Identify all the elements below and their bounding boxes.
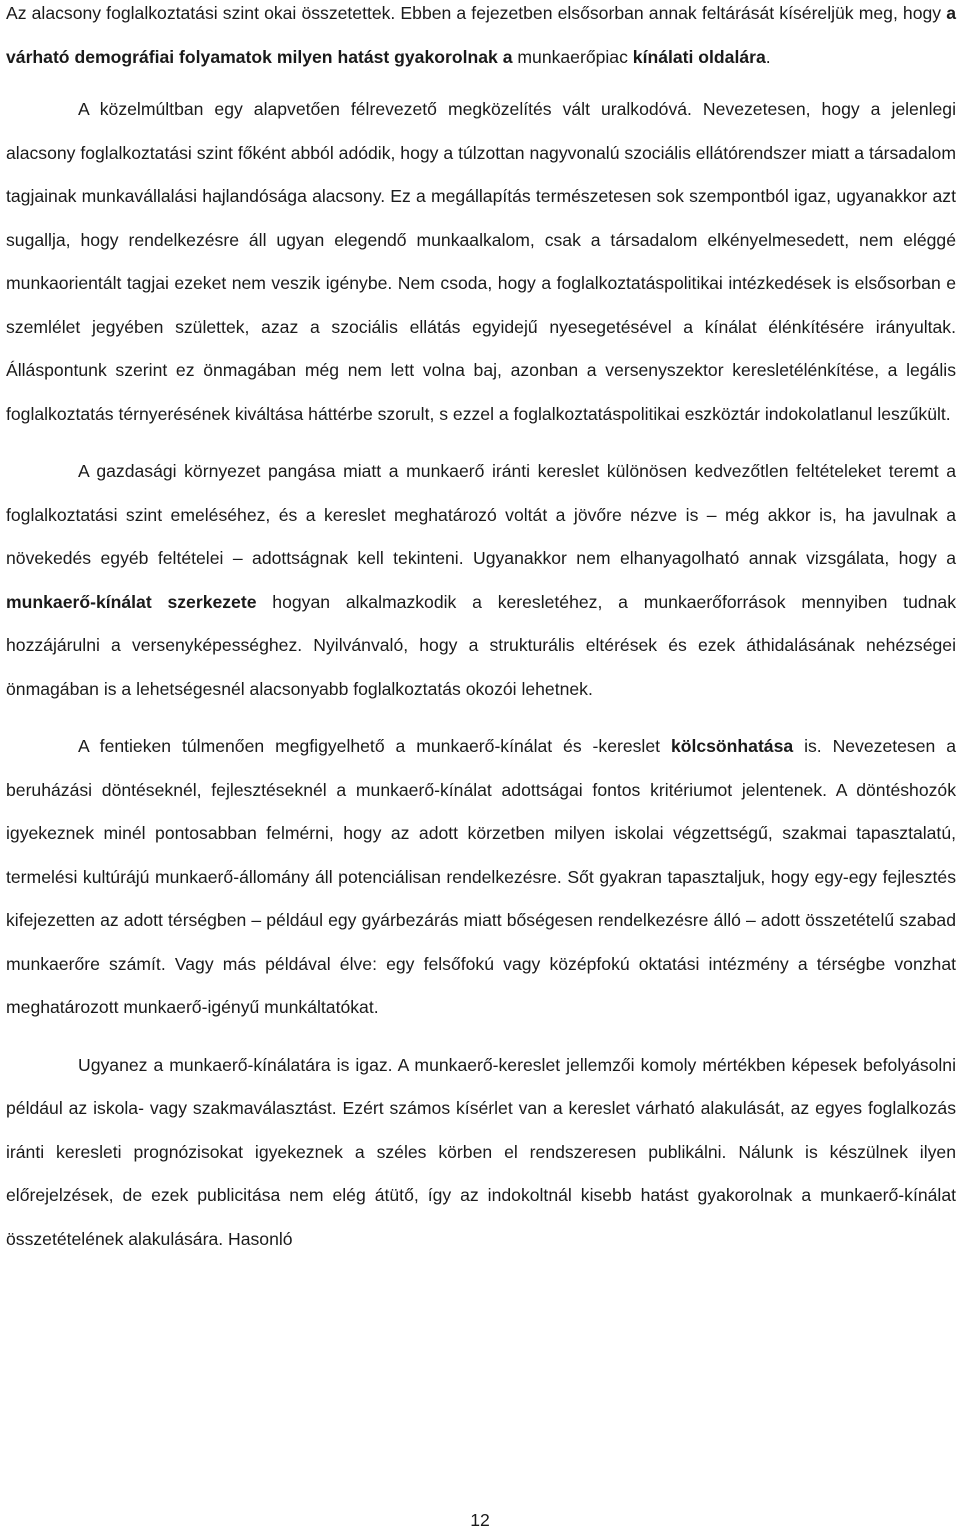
body-text: A fentieken túlmenően megfigyelhető a munkaerő-kínálat és -kereslet	[78, 736, 671, 756]
page-number: 12	[470, 1510, 490, 1530]
emphasized-text: a várható demográfiai folyamatok milyen hatást gyakorolnak a	[6, 3, 956, 67]
paragraph-2	[6, 88, 956, 436]
emphasized-text: kínálati oldalára	[632, 46, 766, 67]
paragraph-1	[6, 0, 956, 79]
emphasized-text: munkaerő-kínálat szerkezete	[6, 591, 257, 612]
body-text: A gazdasági környezet pangása miatt a munkaerő iránti kereslet különösen kedvezőtlen feltételeket teremt a foglalkoztatási szint emeléséhez, és a kereslet meghatározó voltát a jövőre nézve is – még akkor is, ha javulnak a növekedés egyéb feltételei – adottságnak kell tekinteni. Ugyanakkor nem elhanyagolható annak vizsgálata, hogy a	[6, 461, 956, 568]
emphasized-text: kölcsönhatása	[670, 736, 794, 756]
paragraph-3	[6, 450, 956, 711]
paragraph-5	[6, 1044, 956, 1262]
body-text: munkaerőpiac	[512, 46, 633, 67]
body-text: A közelmúltban egy alapvetően félrevezető megközelítés vált uralkodóvá. Nevezetesen, hogy a jelenlegi alacsony foglalkoztatási szint főként abból adódik, hogy a túlzottan nagyvonalú szociális ellátórendszer miatt a társadalom tagjainak munkavállalási hajlandósága alacsony. Ez a megállapítás természetesen sok szempontból igaz, ugyanakkor azt sugallja, hogy rendelkezésre áll ugyan elegendő munkaalkalom, csak a társadalom elkényelmesedett, nem eléggé munkaorientált tagjai ezeket nem veszik igénybe. Nem csoda, hogy a foglalkoztatáspolitikai intézkedések is elsősorban e szemlélet jegyében születtek, azaz a szociális ellátás egyidejű nyesegetésével a kínálat élénkítésére irányultak. Álláspontunk szerint ez önmagában még nem lett volna baj, azonban a versenyszektor keresletélénkítése, a legális foglalkoztatás térnyerésének kiváltása háttérbe szorult, s ezzel a foglalkoztatáspolitikai eszköztár indokolatlanul leszűkült.	[6, 99, 956, 424]
body-text: is. Nevezetesen a beruházási döntéseknél, fejlesztéseknél a munkaerő-kínálat adottságai fontos kritériumot jelentenek. A döntéshozók igyekeznek minél pontosabban felmérni, hogy az adott körzetben milyen iskolai végzettségű, szakmai tapasztalatú, termelési kultúrájú munkaerő-állomány áll potenciálisan rendelkezésre. Sőt gyakran tapasztaljuk, hogy egy-egy fejlesztés kifejezetten az adott térségben – például egy gyárbezárás miatt bőségesen rendelkezésre álló – adott összetételű szabad munkaerőre számít. Vagy más példával élve: egy felsőfokú vagy középfokú oktatási intézmény a térségbe vonzhat meghatározott munkaerő-igényű munkáltatókat.	[6, 736, 956, 1017]
body-text: hogyan alkalmazkodik a keresletéhez, a munkaerőforrások mennyiben tudnak hozzájárulni a versenyképességhez. Nyilvánvaló, hogy a strukturális eltérések és ezek áthidalásának nehézségei önmagában is a lehetségesnél alacsonyabb foglalkoztatás okozói lehetnek.	[6, 591, 957, 699]
body-text: Ugyanez a munkaerő-kínálatára is igaz. A munkaerő-kereslet jellemzői komoly mértékben képesek befolyásolni például az iskola- vagy szakmaválasztást. Ezért számos kísérlet van a kereslet várható alakulását, az egyes foglalkozás iránti keresleti prognózisokat igyekeznek a széles körben el rendszeresen publikálni. Nálunk is készülnek ilyen előrejelzések, de ezek publicitása nem elég átütő, így az indokoltnál kisebb hatást gyakorolnak a munkaerő-kínálat összetételének alakulására. Hasonló	[6, 1054, 956, 1249]
body-text: Az alacsony foglalkoztatási szint okai összetettek. Ebben a fejezetben elsősorban annak feltárását kíséreljük meg, hogy	[6, 3, 947, 23]
document-page	[6, 0, 956, 1261]
paragraph-4	[6, 725, 956, 1030]
body-text: .	[765, 46, 771, 67]
